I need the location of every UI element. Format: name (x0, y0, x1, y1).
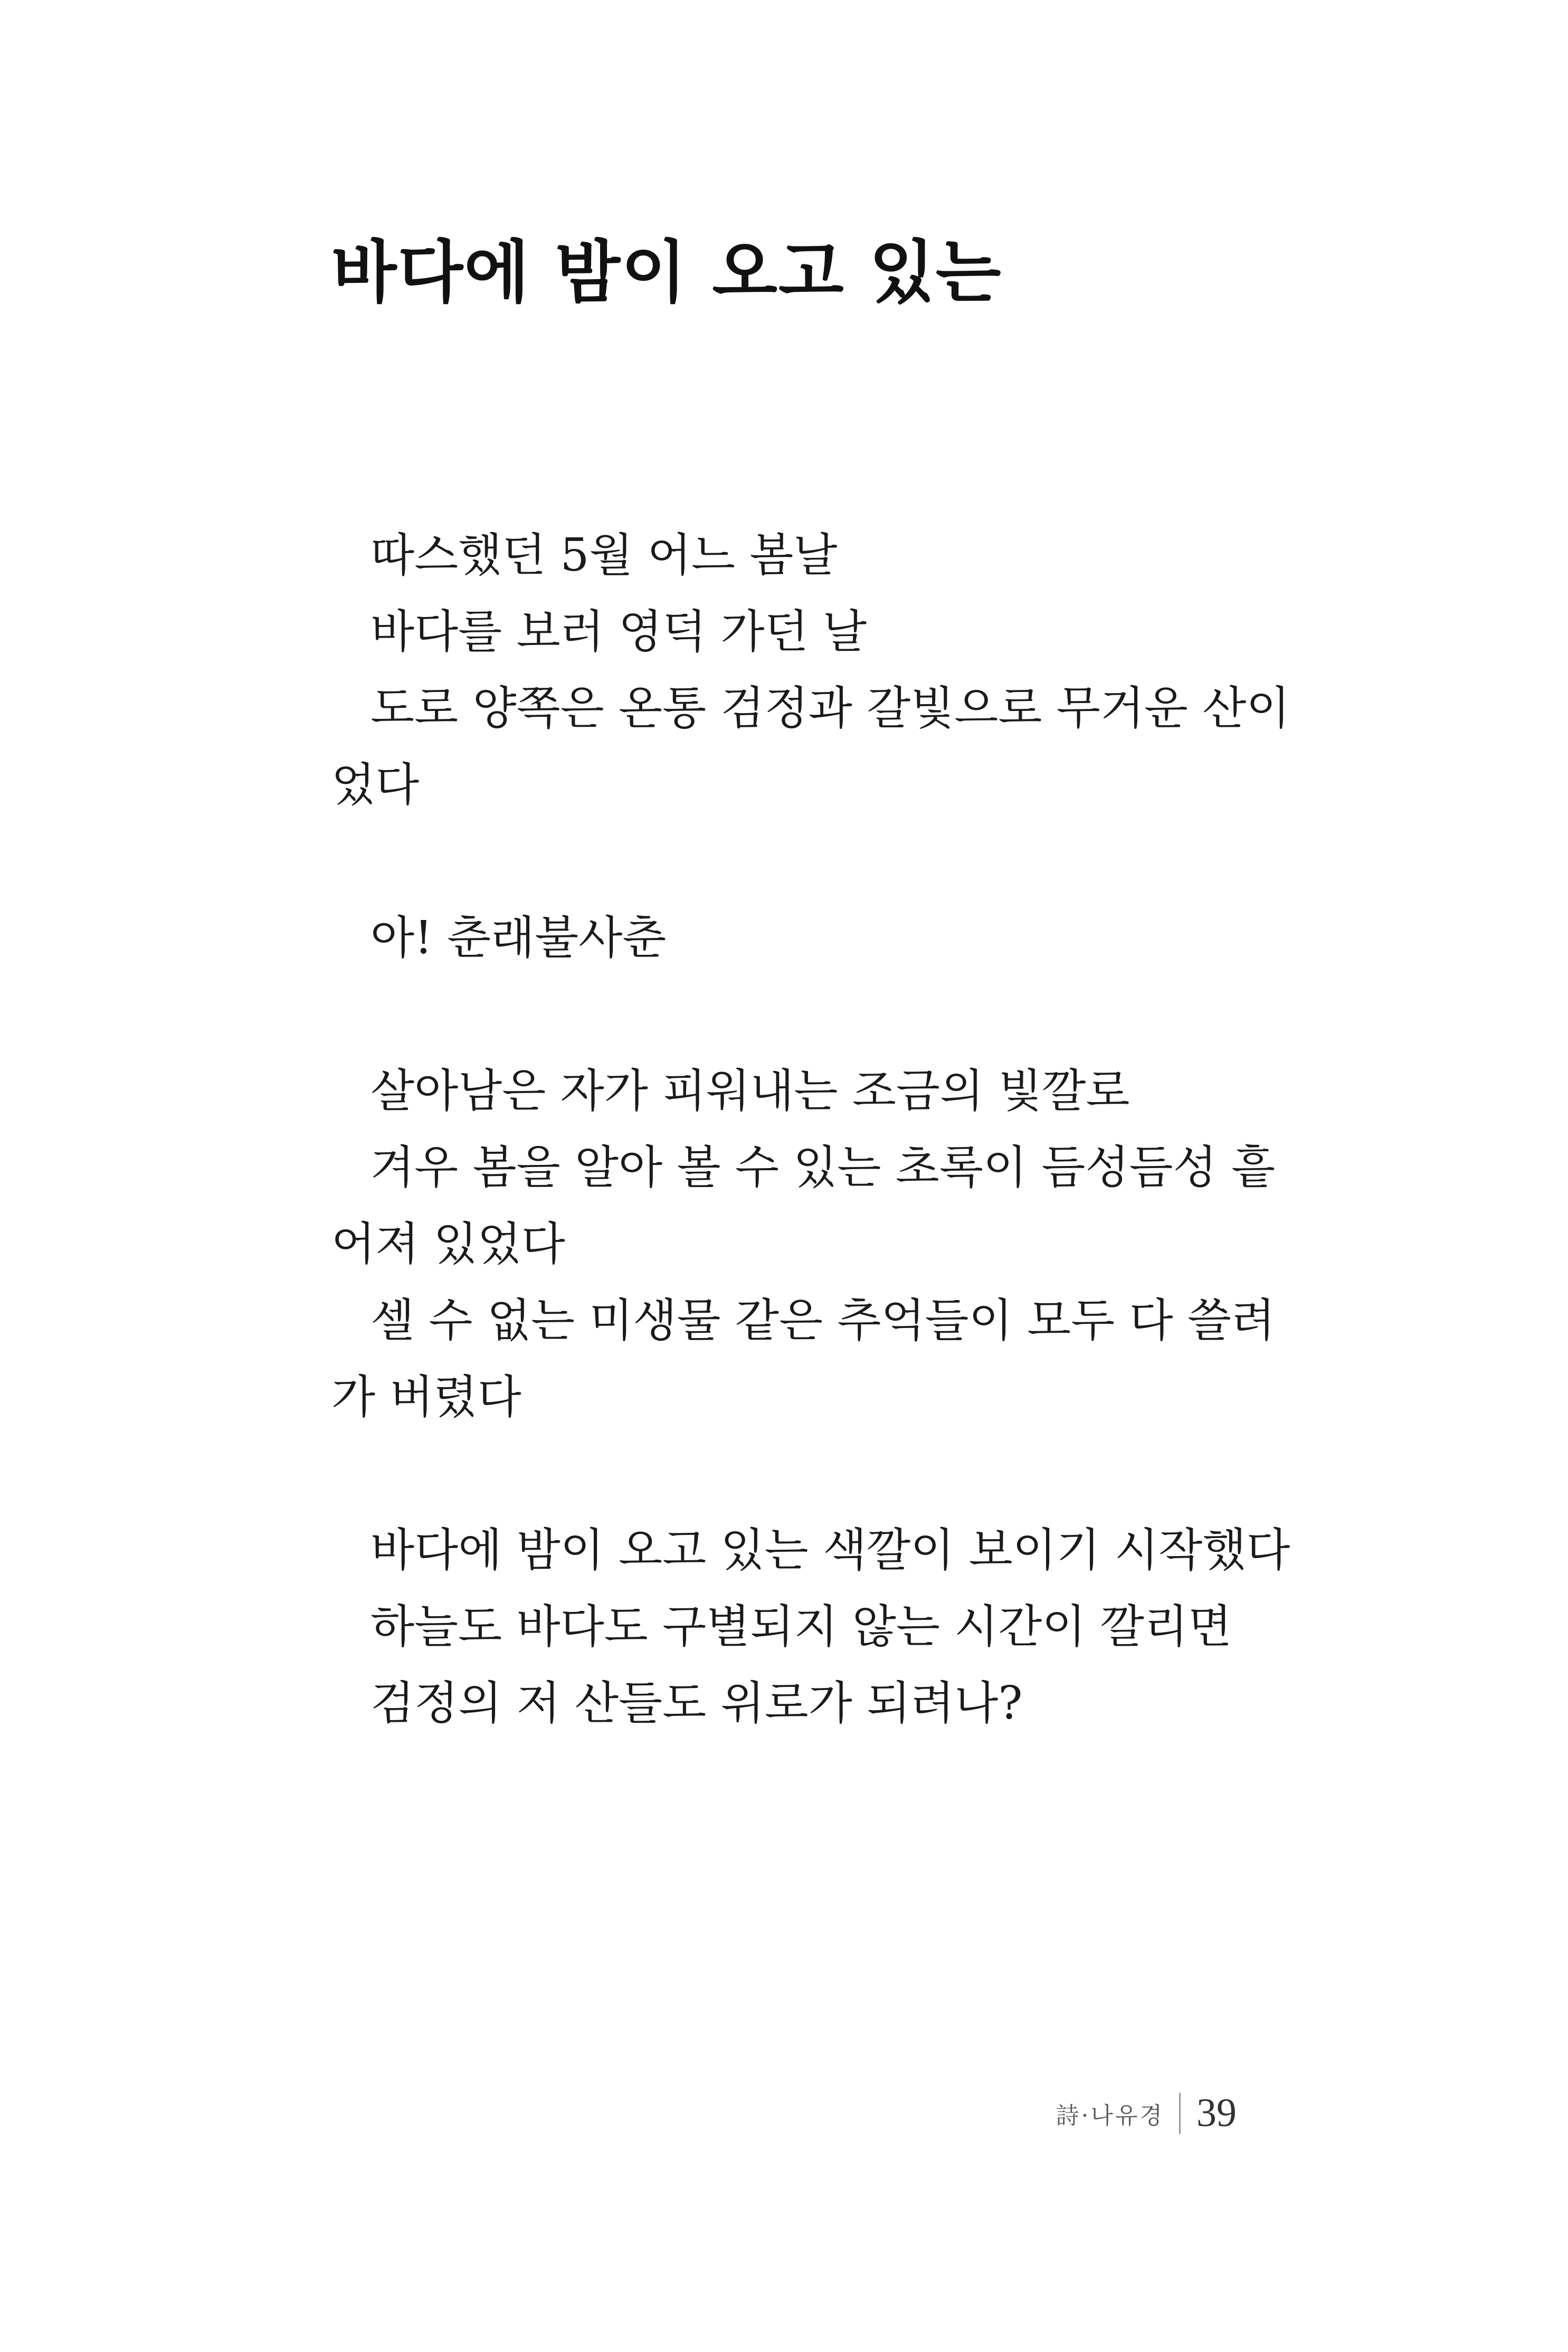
poem-line: 바다를 보러 영덕 가던 날 (370, 605, 867, 658)
poem-body (331, 517, 1290, 1742)
poem-line-continuation: 가 버렸다 (331, 1371, 521, 1424)
footer-divider (1179, 2093, 1181, 2134)
page-number: 39 (1196, 2091, 1237, 2135)
stanza-break (331, 1436, 1260, 1512)
poem-line: 하늘도 바다도 구별되지 않는 시간이 깔리면 (370, 1600, 1232, 1653)
poem-line: 겨우 봄을 알아 볼 수 있는 초록이 듬성듬성 흩 (370, 1141, 1276, 1194)
poem-line-continuation: 었다 (331, 758, 420, 811)
poem-line: 살아남은 자가 피워내는 조금의 빛깔로 (370, 1065, 1130, 1117)
stanza-break (331, 823, 1260, 900)
poem-line-continuation: 어져 있었다 (331, 1218, 565, 1270)
poem-line: 도로 양쪽은 온통 검정과 갈빛으로 무거운 산이 (370, 682, 1290, 735)
stanza-break (331, 976, 1260, 1053)
poem-line: 아! 춘래불사춘 (370, 912, 667, 964)
poem-line: 셀 수 없는 미생물 같은 추억들이 모두 다 쓸려 (370, 1294, 1276, 1347)
page-footer (1056, 2090, 1237, 2136)
poem-line: 검정의 저 산들도 위로가 되려나? (370, 1677, 1023, 1730)
poem-line: 따스했던 5월 어느 봄날 (370, 529, 838, 582)
series-label: 詩·나유경 (1056, 2102, 1164, 2129)
poem-line: 바다에 밤이 오고 있는 색깔이 보이기 시작했다 (370, 1524, 1290, 1577)
poem-title: 바다에 밤이 오고 있는 (331, 233, 1002, 312)
